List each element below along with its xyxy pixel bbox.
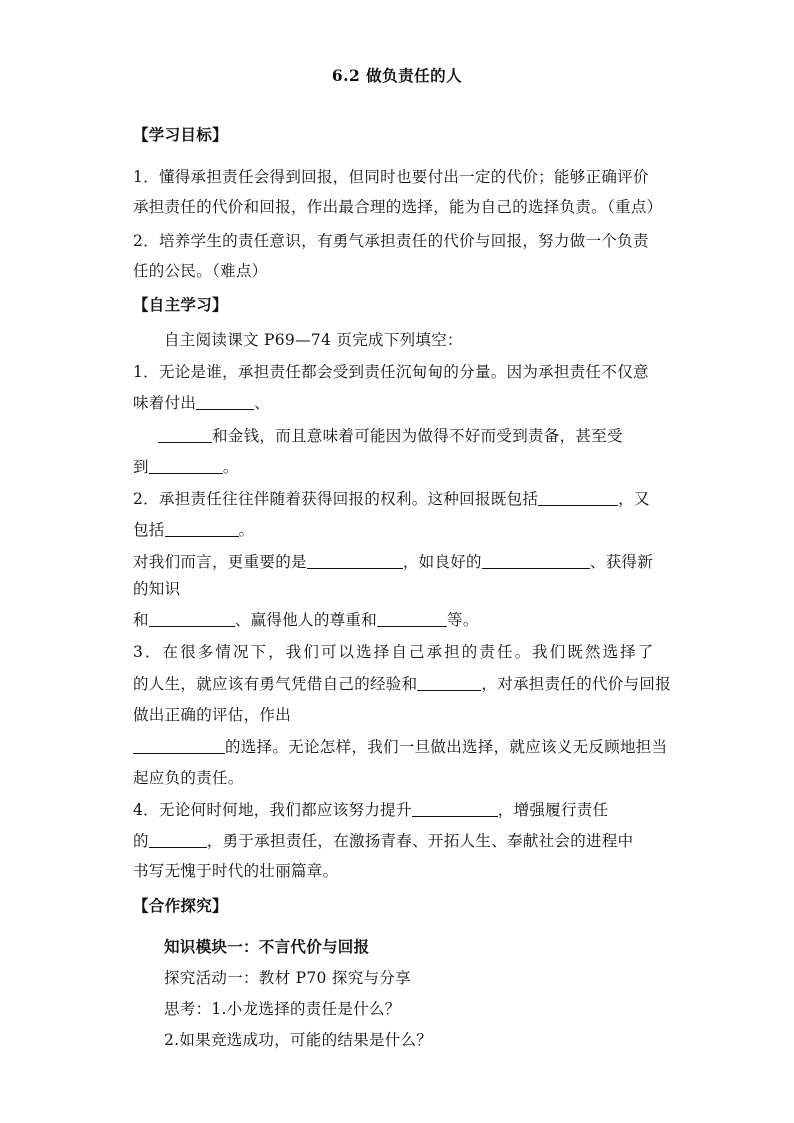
think-question-1: 思考：1.小龙选择的责任是什么？	[164, 1000, 401, 1018]
q2-blank-4[interactable]	[482, 552, 590, 569]
q4-line-1	[133, 798, 608, 820]
think-question-2: 2.如果竞选成功，可能的结果是什么？	[164, 1031, 433, 1049]
q2-line-1	[133, 487, 650, 509]
q1-blank-3[interactable]	[149, 457, 223, 474]
q2-blank-6[interactable]	[377, 610, 447, 627]
q3-line-2	[133, 672, 671, 694]
goal-1-line-2: 承担责任的代价和回报，作出最合理的选择，能为自己的选择负责。（重点）	[133, 198, 663, 216]
q2-blank-2[interactable]	[165, 520, 239, 537]
q4-line-3: 书写无愧于时代的壮丽篇章。	[133, 862, 339, 880]
module-1-title: 知识模块一：不言代价与回报	[164, 937, 370, 956]
q4-blank-1[interactable]	[412, 800, 498, 817]
self-study-intro: 自主阅读课文 P69—74 页完成下列填空：	[164, 331, 463, 349]
q4-line-1-text-a: 4．无论何时何地，我们都应该努力提升	[133, 801, 412, 819]
q4-line-1-text-b: ，增强履行责任	[497, 801, 609, 819]
q1-line-4-punct: 。	[222, 458, 239, 476]
q3-line-5: 起应负的责任。	[133, 769, 244, 787]
q1-line-1: 1．无论是谁，承担责任都会受到责任沉甸甸的分量。因为承担责任不仅意	[133, 363, 649, 381]
goal-2-line-1: 2．培养学生的责任意识，有勇气承担责任的代价与回报，努力做一个负责	[133, 232, 649, 250]
q3-line-4	[133, 735, 667, 757]
q3-line-1: 3．在很多情况下，我们可以选择自己承担的责任。我们既然选择了	[133, 643, 656, 661]
q4-blank-2[interactable]	[149, 831, 207, 848]
q2-line-2-text: 包括	[133, 521, 165, 539]
q4-line-2-text-b: ，勇于承担责任，在激扬青春、开拓人生、奉献社会的进程中	[206, 832, 634, 850]
q3-line-4-text: 的选择。无论怎样，我们一旦做出选择，就应该义无反顾地担当	[225, 738, 668, 756]
q2-line-3-text-a: 对我们而言，更重要的是	[133, 553, 307, 571]
q3-line-2-text-b: ，对承担责任的代价与回报	[481, 675, 672, 693]
q2-line-1-text: 2．承担责任往往伴随着获得回报的权利。这种回报既包括	[133, 490, 539, 508]
goal-1-line-1: 1．懂得承担责任会得到回报，但同时也要付出一定的代价；能够正确评价	[133, 168, 649, 186]
q1-line-4-text: 到	[133, 458, 149, 476]
q2-line-5-text-a: 和	[133, 611, 149, 629]
q1-line-2	[133, 391, 270, 413]
q2-line-3-text-b: ，如良好的	[402, 553, 482, 571]
q3-blank-1[interactable]	[417, 674, 481, 691]
q1-line-3-text: 和金钱，而且意味着可能因为做得不好而受到责备，甚至受	[212, 427, 623, 445]
q2-blank-5[interactable]	[149, 610, 235, 627]
q3-line-3: 做出正确的评估，作出	[133, 706, 292, 724]
q1-line-2-punct: 、	[254, 394, 271, 412]
q2-line-1-tail: ，又	[618, 490, 650, 508]
q1-blank-1[interactable]	[196, 393, 254, 410]
q2-line-3	[133, 550, 653, 572]
q2-line-5-text-c: 等。	[447, 611, 479, 629]
q2-line-2	[133, 518, 254, 540]
activity-1: 探究活动一：教材 P70 探究与分享	[164, 969, 411, 987]
page-title: 6.2 做负责任的人	[331, 66, 463, 85]
q3-line-2-text-a: 的人生，就应该有勇气凭借自己的经验和	[133, 675, 418, 693]
q1-line-2-text: 味着付出	[133, 394, 197, 412]
self-study-heading: 【自主学习】	[133, 295, 228, 314]
q1-line-4	[133, 455, 239, 477]
q2-blank-1[interactable]	[538, 489, 618, 506]
q4-line-2-text-a: 的	[133, 832, 149, 850]
q3-blank-2[interactable]	[133, 737, 225, 754]
q4-line-2	[133, 829, 633, 851]
q2-line-4: 的知识	[133, 580, 181, 598]
q2-line-5-text-b: 、赢得他人的尊重和	[234, 611, 378, 629]
q2-line-5	[133, 608, 479, 630]
q1-line-3	[158, 424, 623, 446]
q2-line-2-punct: 。	[238, 521, 255, 539]
coop-heading: 【合作探究】	[133, 896, 228, 915]
q2-line-3-text-c: 、获得新	[589, 553, 654, 571]
goals-heading: 【学习目标】	[133, 125, 228, 144]
goal-2-line-2: 任的公民。（难点）	[133, 262, 268, 280]
q2-blank-3[interactable]	[307, 552, 403, 569]
q1-blank-2[interactable]	[158, 426, 212, 443]
